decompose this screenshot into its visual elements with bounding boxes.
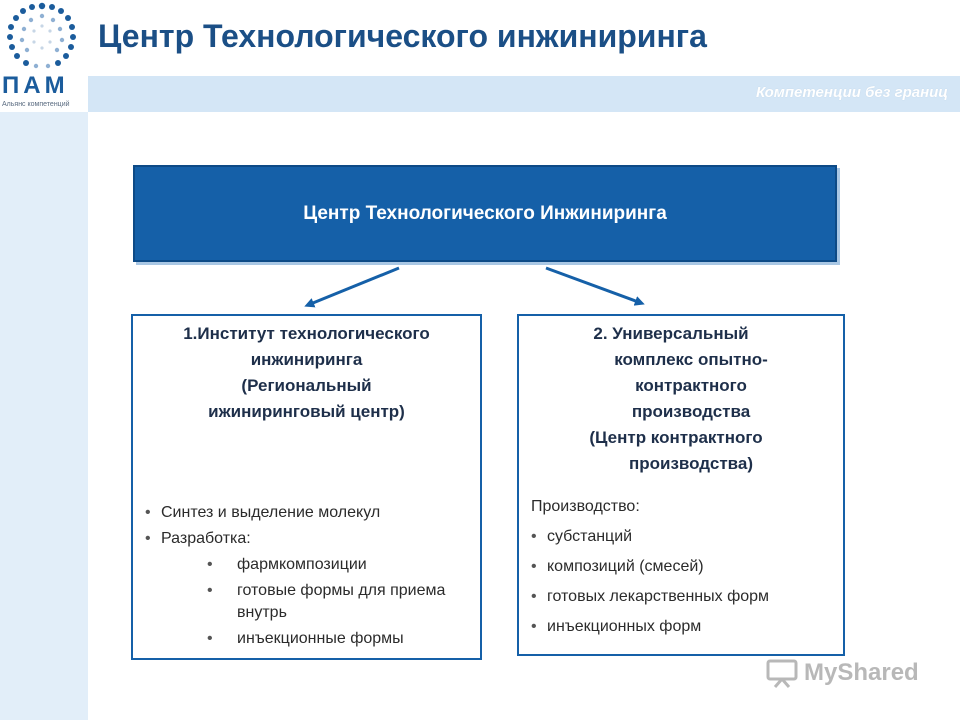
page-title: Центр Технологического инжиниринга <box>98 18 707 54</box>
list-item: • готовых лекарственных форм <box>531 586 837 608</box>
top-box-label: Центр Технологического Инжиниринга <box>303 202 667 224</box>
sub-list-item: • готовые формы для приема внутрь <box>145 580 474 624</box>
tagline: Компетенции без границ <box>755 84 948 101</box>
watermark <box>766 658 919 688</box>
left-heading-line: инжиниринга <box>250 350 363 369</box>
production-lead: Производство: <box>531 498 640 515</box>
right-heading-line: комплекс опытно- <box>614 350 768 369</box>
right-box-heading <box>519 321 843 477</box>
right-heading-line: производства) <box>628 454 753 473</box>
left-heading-line: ижиниринговый центр) <box>208 402 405 421</box>
watermark-text: MyShared <box>804 659 919 686</box>
left-heading-line: 1.Институт технологического <box>183 324 430 343</box>
right-heading-line: (Центр контрактного <box>589 428 763 447</box>
logo-letters: ПАМ <box>2 72 69 99</box>
presentation-icon <box>766 658 800 688</box>
logo-subtitle: Альянс компетенций <box>2 101 70 108</box>
left-box <box>131 314 482 660</box>
right-heading-line: производства <box>631 402 751 421</box>
arrow-left <box>308 268 399 305</box>
right-box <box>517 314 845 656</box>
list-item: • композиций (смесей) <box>531 556 837 578</box>
list-item: • инъекционных форм <box>531 616 837 638</box>
list-item: • субстанций <box>531 526 837 548</box>
left-bullet-list <box>145 502 474 654</box>
right-heading-line: контрактного <box>635 376 747 395</box>
left-heading-line: (Региональный <box>241 376 372 395</box>
list-item: • Разработка: <box>145 528 474 550</box>
sub-list-item: • фармкомпозиции <box>145 554 474 576</box>
arrow-right <box>546 268 641 303</box>
right-heading-line: 2. Универсальный <box>593 324 749 343</box>
left-box-heading <box>133 321 480 425</box>
list-item: • Синтез и выделение молекул <box>145 502 474 524</box>
right-bullet-list <box>531 496 837 646</box>
sub-list-item: • инъекционные формы <box>145 628 474 650</box>
